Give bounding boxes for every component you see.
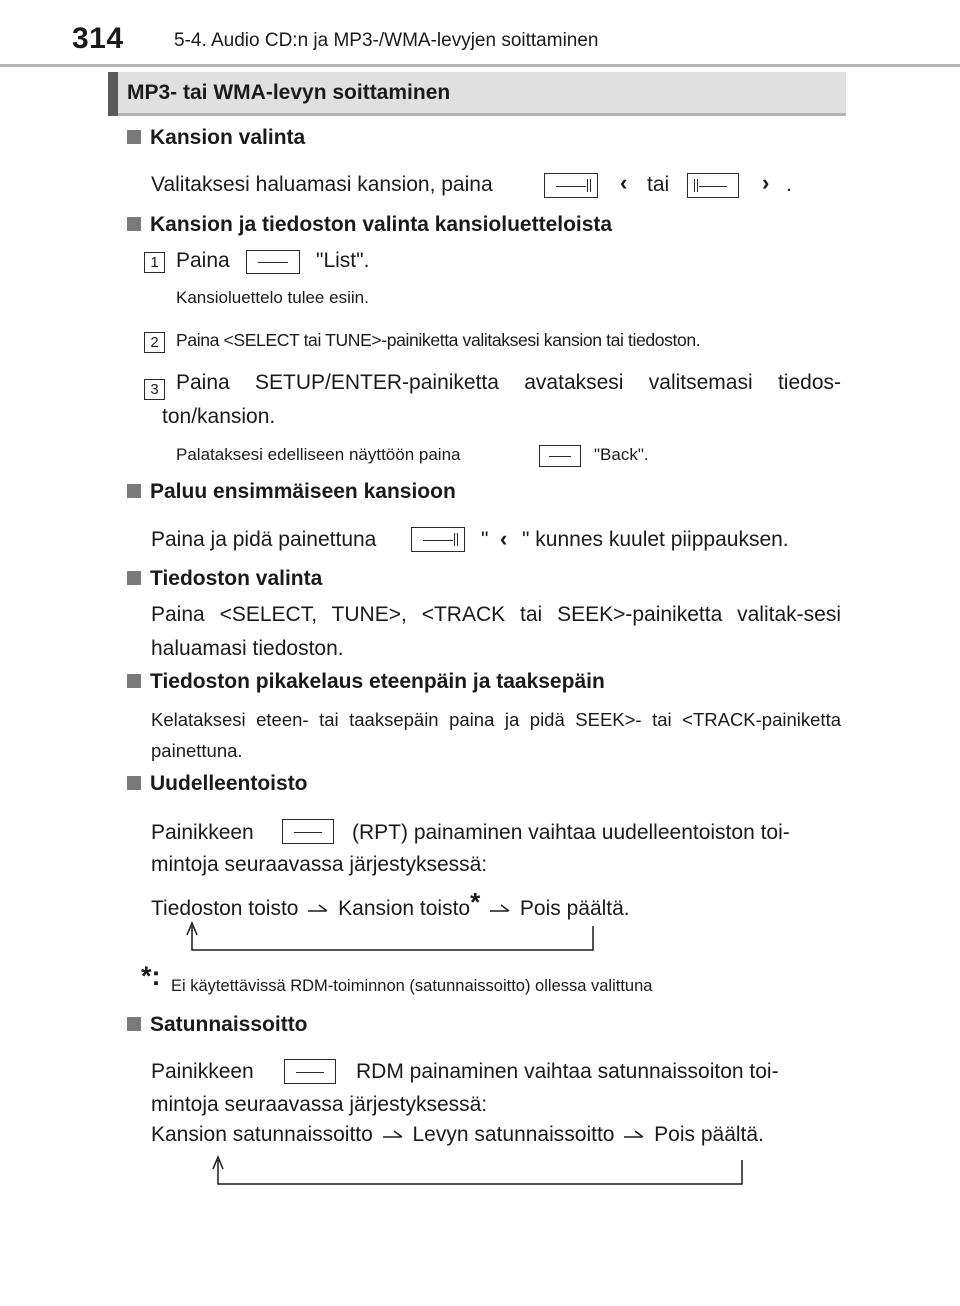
heading-text: Tiedoston valinta <box>150 567 323 590</box>
header-rule <box>0 64 960 67</box>
step-2-number: 2 <box>144 332 165 353</box>
heading-text: Paluu ensimmäiseen kansioon <box>150 480 456 503</box>
heading-first-folder <box>127 480 456 504</box>
repeat-cycle-arrow <box>180 920 600 956</box>
chevron-left-icon: ‹ <box>500 526 508 551</box>
arrow-right-icon <box>622 1128 646 1140</box>
heading-text: Tiedoston pikakelaus eteenpäin ja taaksepäin <box>150 670 605 693</box>
footnote-star: * <box>470 887 481 917</box>
step-3-note-a: Palataksesi edelliseen näyttöön paina <box>176 445 461 464</box>
random-seq-0: Kansion satunnaissoitto <box>151 1123 373 1146</box>
first-folder-text-a: Paina ja pidä painettuna <box>151 528 377 551</box>
heading-seek <box>127 670 605 694</box>
button-icon-right <box>687 173 739 198</box>
footnote-text: Ei käytettävissä RDM-toiminnon (satunnaissoitto) ollessa valittuna <box>171 977 653 995</box>
repeat-seq-2: Pois päältä. <box>519 897 630 920</box>
page-number: 314 <box>72 22 124 55</box>
step-1-number: 1 <box>144 252 165 273</box>
repeat-seq-1: Kansion toisto <box>338 897 471 920</box>
random-text-b: RDM painaminen vaihtaa satunnaissoiton toi- <box>356 1060 779 1083</box>
button-icon-left <box>544 173 598 198</box>
section-bar <box>108 72 118 116</box>
seek-text: Kelataksesi eteen- tai taaksepäin paina ja pidä SEEK>- tai <TRACK-painiketta painettuna. <box>151 709 841 761</box>
list-button-icon <box>246 250 300 274</box>
first-folder-text-c: " kunnes kuulet piippauksen. <box>522 528 789 551</box>
repeat-text-a: Painikkeen <box>151 821 254 844</box>
folder-select-text-b: tai <box>647 173 670 196</box>
heading-text: Kansion valinta <box>150 126 306 149</box>
arrow-right-icon <box>381 1128 405 1140</box>
bullet-icon <box>127 217 141 231</box>
bullet-icon <box>127 571 141 585</box>
heading-list-select <box>127 213 612 237</box>
rpt-button-icon <box>282 819 334 844</box>
heading-file-select <box>127 567 322 591</box>
repeat-text-c: mintoja seuraavassa järjestyksessä: <box>151 853 488 876</box>
step-1-text-b: "List". <box>316 249 370 272</box>
back-button-icon <box>539 445 581 467</box>
heading-random <box>127 1013 308 1037</box>
heading-text: Kansion ja tiedoston valinta kansioluetteloista <box>150 213 613 236</box>
repeat-text-b: (RPT) painaminen vaihtaa uudelleentoiston toi- <box>352 821 790 844</box>
random-sequence <box>151 1118 764 1152</box>
folder-select-text-c: . <box>786 173 792 196</box>
bullet-icon <box>127 776 141 790</box>
file-select-text: Paina <SELECT, TUNE>, <TRACK tai SEEK>-painiketta valitak-sesi haluamasi tiedoston. <box>151 603 841 660</box>
first-folder-text-b: " <box>481 528 489 551</box>
bullet-icon <box>127 674 141 688</box>
folder-select-text-a: Valitaksesi haluamasi kansion, paina <box>151 173 493 196</box>
chevron-right-icon: › <box>762 170 770 195</box>
heading-text: Satunnaissoitto <box>150 1013 308 1036</box>
random-cycle-arrow <box>208 1154 748 1190</box>
step-3-paragraph: Paina SETUP/ENTER-painiketta avataksesi valitsemasi tiedos-ton/kansion. <box>162 371 841 428</box>
heading-folder-select <box>127 126 305 150</box>
step-3-number: 3 <box>144 379 165 400</box>
button-icon-left <box>411 527 465 552</box>
random-text-c: mintoja seuraavassa järjestyksessä: <box>151 1093 488 1116</box>
step-1-note: Kansioluettelo tulee esiin. <box>176 288 369 307</box>
repeat-seq-0: Tiedoston toisto <box>151 897 299 920</box>
step-1-text-a: Paina <box>176 249 230 272</box>
random-seq-1: Levyn satunnaissoitto <box>412 1123 615 1146</box>
heading-text: Uudelleentoisto <box>150 772 308 795</box>
step-2-text: Paina <SELECT tai TUNE>-painiketta valitaksesi kansion tai tiedoston. <box>176 330 701 350</box>
random-text-a: Painikkeen <box>151 1060 254 1083</box>
footnote-mark: *: <box>141 961 161 991</box>
random-seq-2: Pois päältä. <box>654 1123 764 1146</box>
step-3-note-b: "Back". <box>594 445 649 464</box>
chevron-left-icon: ‹ <box>620 170 628 195</box>
bullet-icon <box>127 1017 141 1031</box>
heading-repeat <box>127 772 308 796</box>
bullet-icon <box>127 484 141 498</box>
bullet-icon <box>127 130 141 144</box>
arrow-right-icon <box>306 902 330 914</box>
section-title: MP3- tai WMA-levyn soittaminen <box>127 81 451 104</box>
running-title: 5-4. Audio CD:n ja MP3-/WMA-levyjen soittaminen <box>174 30 599 51</box>
arrow-right-icon <box>488 902 512 914</box>
rdm-button-icon <box>284 1059 336 1084</box>
